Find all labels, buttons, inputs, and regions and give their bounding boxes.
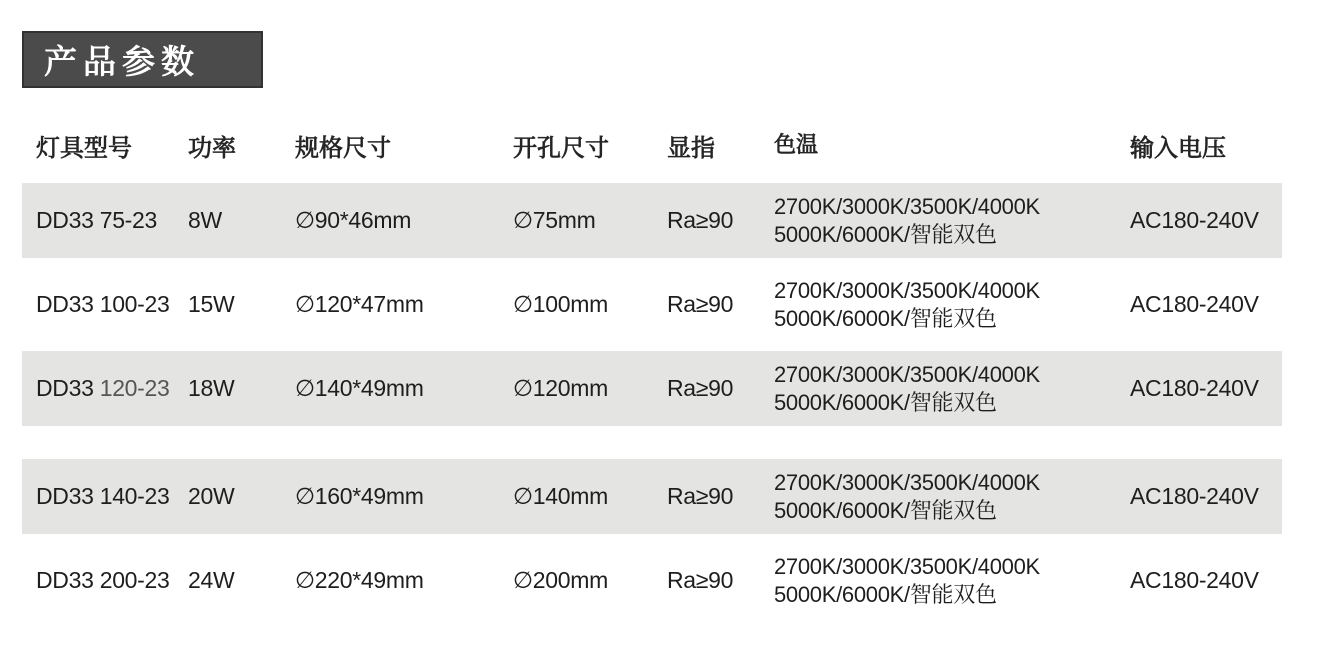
cell-cri: Ra≥90 xyxy=(667,207,734,233)
cell-power: 20W xyxy=(188,483,235,509)
cct-line-2: 5000K/6000K/智能双色 xyxy=(774,497,997,523)
cell-cutout: ∅75mm xyxy=(513,207,596,233)
cell-cri: Ra≥90 xyxy=(667,375,734,401)
cct-line-2: 5000K/6000K/智能双色 xyxy=(774,581,997,607)
spec-table xyxy=(22,124,1282,627)
cell-size: ∅90*46mm xyxy=(295,207,412,233)
cct-line-2: 5000K/6000K/智能双色 xyxy=(774,221,997,247)
cell-cri: Ra≥90 xyxy=(667,483,734,509)
model-suffix: 200-23 xyxy=(99,567,170,593)
cell-power: 24W xyxy=(188,567,235,593)
table-row xyxy=(22,543,1282,618)
cell-model xyxy=(22,291,188,318)
table-header-row xyxy=(22,124,1282,166)
cell-size: ∅220*49mm xyxy=(295,567,424,593)
cell-cct xyxy=(774,361,1130,417)
table-body xyxy=(22,183,1282,618)
cell-cutout: ∅140mm xyxy=(513,483,608,509)
section-title-badge xyxy=(22,31,263,88)
cell-cutout: ∅120mm xyxy=(513,375,608,401)
table-row xyxy=(22,459,1282,534)
cell-voltage: AC180-240V xyxy=(1130,207,1259,233)
cell-voltage: AC180-240V xyxy=(1130,291,1259,317)
cell-power: 18W xyxy=(188,375,235,401)
cell-voltage: AC180-240V xyxy=(1130,483,1259,509)
cct-line-1: 2700K/3000K/3500K/4000K xyxy=(774,277,1040,303)
cell-voltage: AC180-240V xyxy=(1130,375,1259,401)
model-suffix: 75-23 xyxy=(99,207,158,233)
column-header-cri: 显指 xyxy=(667,134,715,162)
cct-line-1: 2700K/3000K/3500K/4000K xyxy=(774,193,1040,219)
cell-power: 15W xyxy=(188,291,235,317)
cell-size: ∅160*49mm xyxy=(295,483,424,509)
column-header-model: 灯具型号 xyxy=(36,134,132,162)
cct-line-1: 2700K/3000K/3500K/4000K xyxy=(774,553,1040,579)
cell-cutout: ∅200mm xyxy=(513,567,608,593)
column-header-power: 功率 xyxy=(188,134,236,162)
column-header-cutout: 开孔尺寸 xyxy=(513,134,609,162)
column-header-voltage: 输入电压 xyxy=(1130,134,1226,162)
cell-size: ∅140*49mm xyxy=(295,375,424,401)
table-row xyxy=(22,183,1282,258)
cell-cct xyxy=(774,193,1130,249)
cell-model xyxy=(22,567,188,594)
section-title: 产品参数 xyxy=(44,43,200,80)
cell-size: ∅120*47mm xyxy=(295,291,424,317)
model-prefix: DD33 xyxy=(36,207,100,233)
cell-cct xyxy=(774,277,1130,333)
cell-cct xyxy=(774,469,1130,525)
model-suffix: 100-23 xyxy=(99,291,170,317)
cell-cri: Ra≥90 xyxy=(667,291,734,317)
model-prefix: DD33 xyxy=(36,567,100,593)
cell-model xyxy=(22,483,188,510)
cell-cutout: ∅100mm xyxy=(513,291,608,317)
model-prefix: DD33 xyxy=(36,483,100,509)
cell-cct xyxy=(774,553,1130,609)
table-row xyxy=(22,267,1282,342)
cell-voltage: AC180-240V xyxy=(1130,567,1259,593)
model-suffix: 140-23 xyxy=(99,483,170,509)
cell-model xyxy=(22,375,188,402)
cell-power: 8W xyxy=(188,207,222,233)
cct-line-2: 5000K/6000K/智能双色 xyxy=(774,305,997,331)
model-prefix: DD33 xyxy=(36,291,100,317)
cct-line-1: 2700K/3000K/3500K/4000K xyxy=(774,469,1040,495)
cell-model xyxy=(22,207,188,234)
column-header-cct: 色温 xyxy=(774,132,819,157)
cct-line-2: 5000K/6000K/智能双色 xyxy=(774,389,997,415)
model-suffix: 120-23 xyxy=(99,375,170,401)
column-header-size: 规格尺寸 xyxy=(295,134,391,162)
cell-cri: Ra≥90 xyxy=(667,567,734,593)
table-row xyxy=(22,351,1282,426)
model-prefix: DD33 xyxy=(36,375,100,401)
cct-line-1: 2700K/3000K/3500K/4000K xyxy=(774,361,1040,387)
